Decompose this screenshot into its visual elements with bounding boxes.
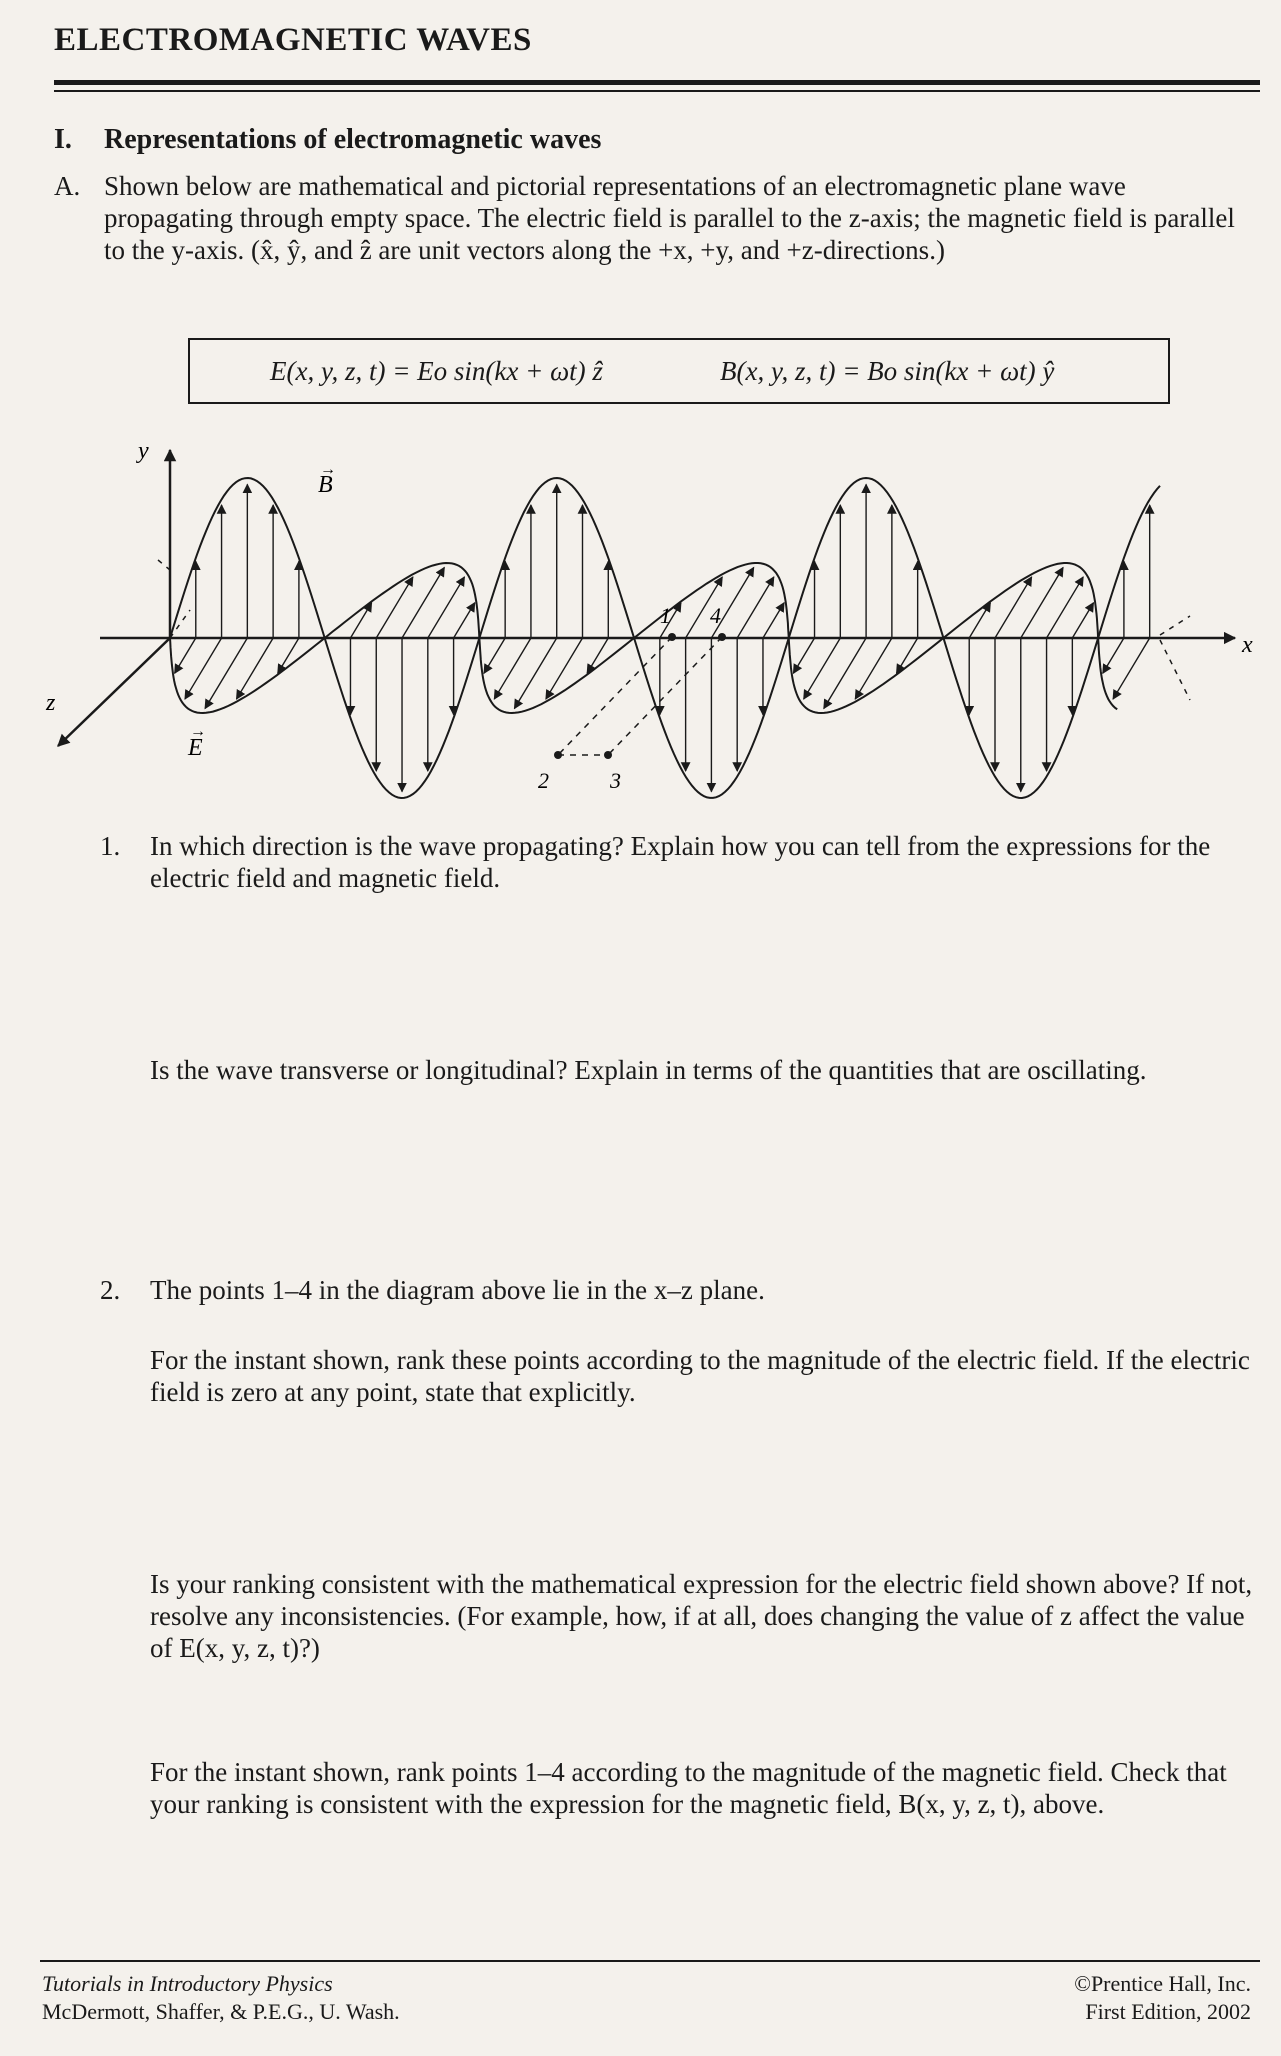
point-3-dot bbox=[604, 751, 612, 759]
authors: McDermott, Shaffer, & P.E.G., U. Wash. bbox=[42, 1999, 400, 2024]
z-axis bbox=[58, 638, 170, 746]
b-vector-arrow: → bbox=[320, 461, 336, 478]
point-guide bbox=[558, 637, 672, 755]
wave-diagram bbox=[40, 430, 1260, 800]
e-vector-label: E bbox=[188, 735, 203, 761]
e-field-arrow bbox=[175, 638, 196, 673]
title-rule-thick bbox=[54, 80, 1260, 85]
point-4-dot bbox=[718, 633, 726, 641]
footer-left bbox=[42, 1970, 400, 2026]
e-field-arrow bbox=[1103, 638, 1124, 673]
guide-dash bbox=[1160, 640, 1190, 700]
book-title: Tutorials in Introductory Physics bbox=[42, 1971, 333, 1996]
part-a-text: Shown below are mathematical and pictorial representations of an electromagnetic plane wave propagating through empty space. The electric field is parallel to the z-axis; the magnetic field is parallel to the y-axis. (x̂, ŷ, and ẑ are unit vectors along the +x, +y, and +z-directions.) bbox=[104, 171, 1235, 265]
point-3-label: 3 bbox=[610, 768, 621, 793]
point-4-label: 4 bbox=[710, 603, 721, 628]
point-2-label: 2 bbox=[538, 768, 549, 793]
e-field-arrow bbox=[402, 568, 444, 639]
e-field-arrow bbox=[278, 638, 299, 673]
guide-dash bbox=[1160, 616, 1190, 635]
point-1-dot bbox=[668, 633, 676, 641]
e-field-arrow bbox=[1021, 568, 1063, 639]
section-title: Representations of electromagnetic waves bbox=[104, 124, 602, 155]
e-field-arrow bbox=[454, 603, 475, 638]
e-field-arrow bbox=[484, 638, 505, 673]
e-field-arrow bbox=[793, 638, 814, 673]
axis-x-label: x bbox=[1242, 632, 1253, 658]
page-title: ELECTROMAGNETIC WAVES bbox=[54, 22, 532, 58]
question-2-text: The points 1–4 in the diagram above lie in the x–z plane. bbox=[150, 1275, 765, 1305]
question-2-electric-ranking: For the instant shown, rank these points according to the magnitude of the electric field. If the electric field is zero at any point, state that explicitly. bbox=[150, 1345, 1250, 1407]
question-1-followup: Is the wave transverse or longitudinal? Explain in terms of the quantities that are oscillating. bbox=[150, 1055, 1147, 1085]
e-field-arrow bbox=[514, 638, 556, 709]
equation-box bbox=[188, 338, 1170, 404]
e-field-equation: E(x, y, z, t) = Eo sin(kx + ωt) ẑ bbox=[270, 356, 603, 386]
e-field-arrow bbox=[969, 603, 990, 638]
point-1-label: 1 bbox=[660, 603, 671, 628]
b-field-equation: B(x, y, z, t) = Bo sin(kx + ωt) ŷ bbox=[720, 356, 1055, 386]
part-a-label: A. bbox=[54, 171, 81, 201]
e-field-arrow bbox=[1072, 603, 1093, 638]
point-2-dot bbox=[554, 751, 562, 759]
question-2-consistency: Is your ranking consistent with the mathematical expression for the electric field shown above? If not, resolve any inconsistencies. (For example, how, if at all, does changing the value of z affect the value of E(x, y, z, t)?) bbox=[150, 1569, 1253, 1663]
question-2-number: 2. bbox=[100, 1275, 121, 1305]
e-field-arrow bbox=[763, 603, 784, 638]
edition: First Edition, 2002 bbox=[1085, 1999, 1251, 2024]
b-vector-label: B bbox=[318, 472, 333, 498]
e-field-arrow bbox=[897, 638, 918, 673]
axis-z-label: z bbox=[46, 690, 56, 716]
guide-dash bbox=[158, 560, 170, 570]
point-guide bbox=[608, 637, 722, 755]
publisher: ©Prentice Hall, Inc. bbox=[1074, 1971, 1251, 1996]
axis-y-label: y bbox=[138, 438, 149, 464]
e-vector-arrow: → bbox=[190, 723, 206, 740]
e-field-arrow bbox=[824, 638, 866, 709]
e-field-arrow bbox=[587, 638, 608, 673]
section-number: I. bbox=[54, 124, 72, 155]
footer-right bbox=[1074, 1970, 1251, 2026]
guide-dash bbox=[170, 610, 190, 638]
question-2-magnetic-ranking: For the instant shown, rank points 1–4 according to the magnitude of the magnetic field. Check that your ranking is consistent with the expression for the magnetic field, B(x, y, z, t), above. bbox=[150, 1757, 1227, 1819]
footer-rule bbox=[40, 1960, 1260, 1962]
title-rule-thin bbox=[54, 90, 1260, 92]
e-field-arrow bbox=[205, 638, 247, 709]
question-1-number: 1. bbox=[100, 831, 121, 861]
question-1-text: In which direction is the wave propagating? Explain how you can tell from the expressions for the electric field and magnetic field. bbox=[150, 831, 1211, 893]
section-heading bbox=[54, 124, 601, 156]
e-field-arrow bbox=[350, 603, 371, 638]
